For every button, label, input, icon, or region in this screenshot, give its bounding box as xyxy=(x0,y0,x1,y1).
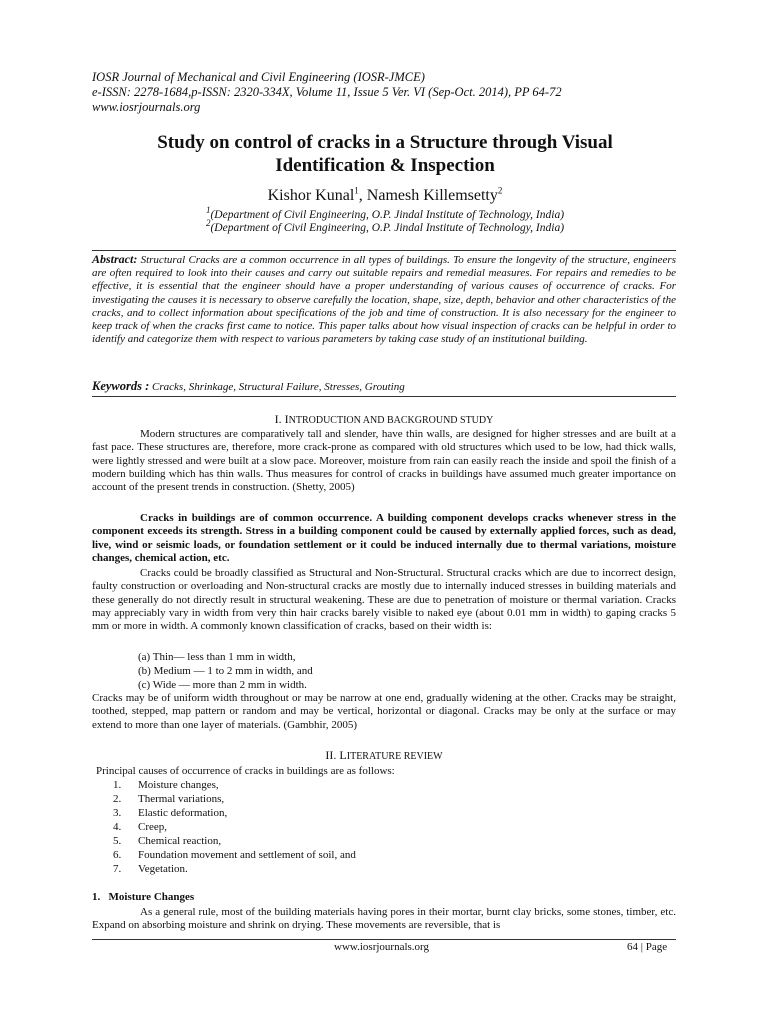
title-line-1: Study on control of cracks in a Structure through Visual xyxy=(157,132,613,153)
cause-text: Elastic deformation, xyxy=(138,807,228,819)
footer-rule xyxy=(92,939,676,940)
literature-intro: Principal causes of occurrence of cracks in buildings are as follows: xyxy=(96,765,395,777)
cause-text: Moisture changes, xyxy=(138,779,219,791)
crack-width-item: (b) Medium — 1 to 2 mm in width, and xyxy=(138,665,313,677)
affiliation xyxy=(90,205,680,222)
author-affil-marker: 2 xyxy=(497,185,503,196)
section-number: II. xyxy=(325,748,337,762)
cause-number: 3. xyxy=(113,807,122,819)
cause-number: 1. xyxy=(113,779,122,791)
abstract-bottom-rule xyxy=(92,396,676,397)
cause-text: Vegetation. xyxy=(138,863,188,875)
section-heading-introduction xyxy=(92,412,676,427)
intro-paragraph-4: Cracks may be of uniform width throughout or may be narrow at one end, gradually widening at the other. Cracks may be straight, toothed, stepped, map pattern or random and may be vertical, horizontal or diagonal. Cracks may be only at the surface or may extend to more than one layer of materials. (Gambhir, 2005) xyxy=(92,692,676,731)
abstract xyxy=(92,253,676,346)
section-title-initial: L xyxy=(339,748,347,762)
affil-marker: 2 xyxy=(205,218,211,229)
affiliation xyxy=(90,218,680,235)
cause-text: Creep, xyxy=(138,821,168,833)
section-number: I. xyxy=(274,412,282,426)
title-line-2: Identification & Inspection xyxy=(275,155,495,176)
cause-number: 7. xyxy=(113,863,122,875)
author-name: Kishor Kunal xyxy=(267,187,355,204)
footer-website[interactable]: www.iosrjournals.org xyxy=(334,941,430,953)
author-list xyxy=(90,187,680,205)
keywords-label: Keywords : xyxy=(92,379,150,393)
crack-width-item: (c) Wide — more than 2 mm in width. xyxy=(138,679,307,691)
subsection-heading-moisture: 1. Moisture Changes xyxy=(92,891,195,903)
journal-name: IOSR Journal of Mechanical and Civil Engineering (IOSR-JMCE) xyxy=(92,70,425,84)
intro-paragraph-1: Modern structures are comparatively tall and slender, have thin walls, are designed for higher stresses and are built at a fast pace. These structures are, therefore, more crack-prone as compared with old structures which used to be low, had thick walls, were lightly stressed and were built at a slow pace. Moreover, moisture from rain can easily reach the inside and spoil the finish of a modern building which has thin walls. Thus measures for control of cracks in buildings have assumed much greater importance on account of the present trends in construction. (Shetty, 2005) xyxy=(92,428,676,494)
keywords xyxy=(92,379,676,394)
affiliations xyxy=(90,205,680,235)
author-separator: , xyxy=(358,187,367,204)
cause-text: Chemical reaction, xyxy=(138,835,222,847)
section-heading-literature-review xyxy=(92,748,676,763)
section-title-rest: NTRODUCTION AND BACKGROUND STUDY xyxy=(288,415,494,426)
moisture-paragraph: As a general rule, most of the building materials having pores in their mortar, burnt clay bricks, some stones, timber, etc. Expand on absorbing moisture and shrink on drying. These movements are reversible, that is xyxy=(92,906,676,932)
affil-marker: 1 xyxy=(205,205,211,216)
section-title-rest: ITERATURE REVIEW xyxy=(346,751,443,762)
intro-paragraph-3: Cracks could be broadly classified as Structural and Non-Structural. Structural cracks which are due to incorrect design, faulty construction or overloading and Non-structural cracks are mostly due to internally induced stresses in building materials and these generally do not directly result in structural weakening. These are due to penetration of moisture or thermal variation. Cracks may appreciably vary in width from very thin hair cracks barely visible to naked eye (about 0.01 mm in width) to gaping cracks 5 mm or more in width. A commonly known classification of cracks, based on their width is: xyxy=(92,567,676,633)
cause-number: 2. xyxy=(113,793,122,805)
crack-width-item: (a) Thin— less than 1 mm in width, xyxy=(138,651,296,663)
journal-issn: e-ISSN: 2278-1684,p-ISSN: 2320-334X, Volume 11, Issue 5 Ver. VI (Sep-Oct. 2014), PP 64-72 xyxy=(92,85,562,99)
abstract-label: Abstract: xyxy=(92,252,138,266)
affil-text: (Department of Civil Engineering, O.P. Jindal Institute of Technology, India) xyxy=(210,209,565,221)
cause-text: Foundation movement and settlement of soil, and xyxy=(138,849,356,861)
author-name: Namesh Killemsetty xyxy=(366,187,498,204)
cause-number: 5. xyxy=(113,835,122,847)
affil-text: (Department of Civil Engineering, O.P. Jindal Institute of Technology, India) xyxy=(210,222,565,234)
journal-website[interactable]: www.iosrjournals.org xyxy=(92,100,201,114)
journal-header xyxy=(92,70,562,115)
keywords-text: Cracks, Shrinkage, Structural Failure, Stresses, Grouting xyxy=(152,381,405,393)
abstract-text: Structural Cracks are a common occurrence in all types of buildings. To ensure the longevity of the structure, engineers are often required to look into their causes and carry out suitable repairs and remedial measures. For repairs and remedies to be effective, it is essential that the engineer should have a proper understanding of various causes of occurrence of cracks. For investigating the causes it is necessary to observe carefully the location, shape, size, depth, behavior and other characteristics of the cracks, and to collect information about specifications of the job and time of construction. It is also necessary for the engineer to keep track of when the cracks first came to notice. This paper talks about how visual inspection of cracks can be helpful in order to identify and categorize them with respect to various parameters by taking case study of an institutional building. xyxy=(92,254,676,346)
section-title-initial: I xyxy=(284,412,289,426)
abstract-top-rule xyxy=(92,250,676,251)
intro-paragraph-2: Cracks in buildings are of common occurrence. A building component develops cracks whenever stress in the component exceeds its strength. Stress in a building component could be caused by externally applied forces, such as dead, live, wind or seismic loads, or foundation settlement or it could be induced internally due to thermal variations, moisture changes, chemical action, etc. xyxy=(92,512,676,564)
paper-title xyxy=(90,131,680,177)
cause-number: 6. xyxy=(113,849,122,861)
author-affil-marker: 1 xyxy=(354,185,359,196)
footer-page-number: 64 | Page xyxy=(627,941,668,953)
cause-number: 4. xyxy=(113,821,122,833)
cause-text: Thermal variations, xyxy=(138,793,225,805)
